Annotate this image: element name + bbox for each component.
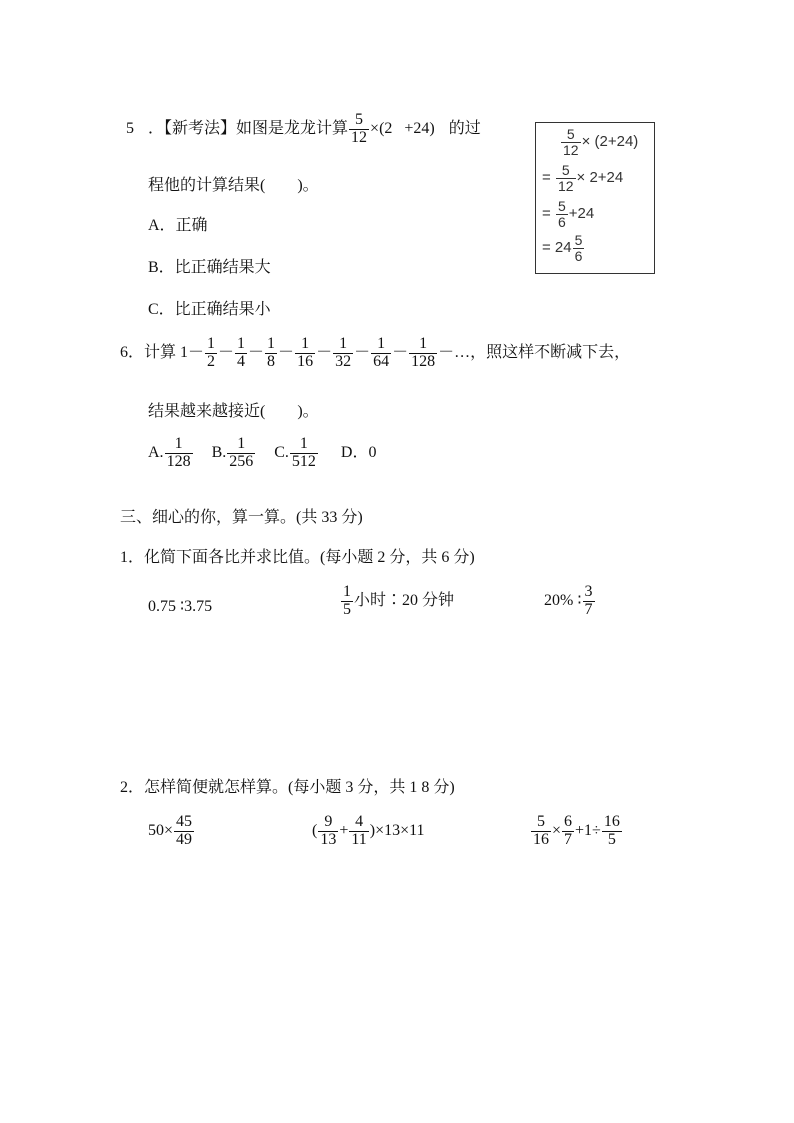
part-1-item-b: $\frac{1}{5}$ 小时∶20 分钟 [343,583,455,618]
q5-tag: 【新考法】 [164,119,237,137]
q6-fraction: $\frac{1}{8}$ [267,335,276,370]
q6-fraction: $\frac{1}{32}$ [335,335,352,370]
q6-fraction: $\frac{1}{4}$ [237,335,246,370]
part-1-item-c: 20% ∶ $\frac{3}{7}$ [544,583,593,618]
q5-text-b: ×(2 [370,119,393,137]
q6-option-b: B. $\frac{1}{256}$ [211,435,254,470]
q5-text-c: +24) [404,119,435,137]
box-row-1: $\frac{5}{12}$ × (2+24) [563,126,639,158]
q5-option-c: C．比正确结果小 [148,301,271,318]
q6-fraction: $\frac{1}{128}$ [411,335,436,370]
part-2-item-c: $\frac{5}{16}$ × $\frac{6}{7}$ +1÷ $\frac{16}{5}$ [533,813,620,848]
q6-minus: － [278,343,295,361]
q6-fraction: $\frac{1}{2}$ [207,335,216,370]
box-row-2: = $\frac{5}{12}$ × 2+24 [542,162,624,194]
part-1-title: 1．化简下面各比并求比值。(每小题 2 分，共 6 分) [120,549,475,566]
q5-number: 5 [126,119,134,137]
part-2-item-a: 50× $\frac{45}{49}$ [148,813,193,848]
q6-options [148,436,376,471]
q5-option-b: B．比正确结果大 [148,259,271,276]
q6-line1 [120,336,630,371]
q5-line2: 程他的计算结果( )。 [148,177,319,194]
q6-tail: －…，照这样不断减下去， [438,343,631,361]
q6-fraction: $\frac{1}{16}$ [297,335,314,370]
q6-minus: － [218,343,235,361]
box-row-4: = 24 $\frac{5}{6}$ [542,232,583,264]
q5-option-a: A．正确 [148,217,208,234]
q5-text-d: 的过 [448,119,481,137]
section-3-title: 三、细心的你，算一算。(共 33 分) [120,509,363,526]
q6-minus: － [354,343,371,361]
q6-minus: － [316,343,333,361]
q6-series [204,335,438,370]
q6-option-c: C. $\frac{1}{512}$ [274,435,316,470]
q6-option-d: D．0 [340,443,377,461]
q5-fraction: $\frac{5}{12}$ [351,111,368,146]
q5-line1 [126,112,481,147]
q6-fraction: $\frac{1}{64}$ [373,335,390,370]
q6-line2: 结果越来越接近( )。 [148,403,319,420]
q5-text-a: 如图是龙龙计算 [236,119,349,137]
part-2-item-b: ( $\frac{9}{13}$ + $\frac{4}{11}$ )×13×11 [312,813,425,848]
q6-option-a: A. $\frac{1}{128}$ [148,435,191,470]
q6-label: 6．计算 1－ [120,343,205,361]
q5-calculation-box [535,122,655,274]
q6-minus: － [392,343,409,361]
part-2-title: 2．怎样简便就怎样算。(每小题 3 分，共 1 8 分) [120,779,455,796]
q6-minus: － [248,343,265,361]
box-row-3: = $\frac{5}{6}$ +24 [542,198,595,230]
part-1-item-a: 0.75 ∶3.75 [148,598,213,615]
q5-dot: ． [148,119,165,137]
